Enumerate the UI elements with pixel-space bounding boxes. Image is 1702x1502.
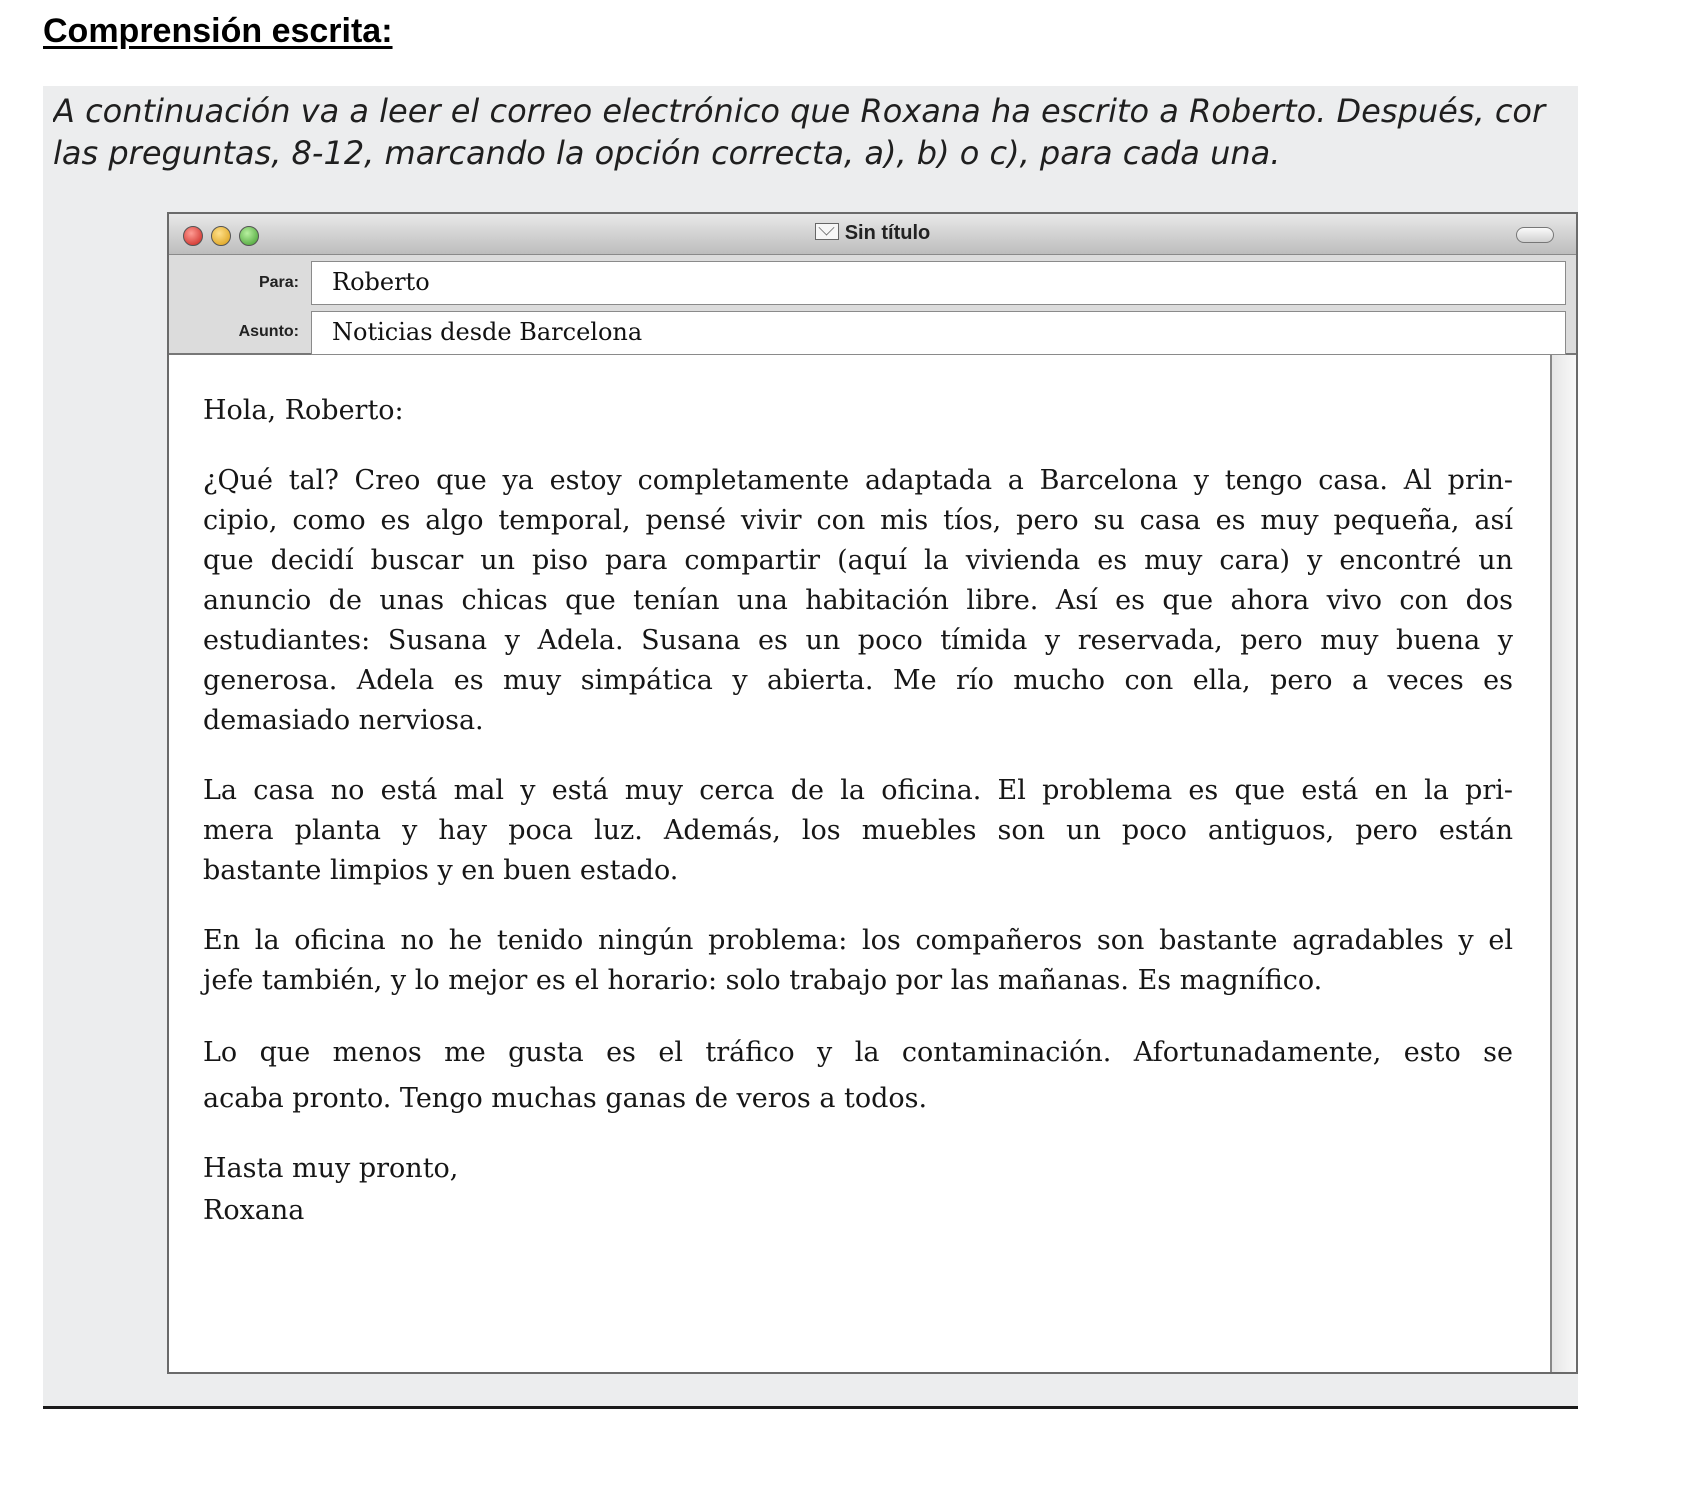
signature-line: Roxana [203,1195,305,1226]
instructions [53,90,1578,174]
bottom-rule [43,1406,1578,1409]
body-line: bastante limpios y en buen estado. [203,855,679,886]
body-line: La casa no está mal y está muy cerca de la oficina. El problema es que está en la pri- [203,775,1513,806]
body-line: ¿Qué tal? Creo que ya estoy completamente adaptada a Barcelona y tengo casa. Al prin- [203,465,1513,496]
page-heading: Comprensión escrita: [43,12,393,50]
body-line: En la oficina no he tenido ningún problema: los compañeros son bastante agradables y el [203,925,1513,956]
body-line: estudiantes: Susana y Adela. Susana es un poco tímida y reservada, pero muy buena y [203,625,1513,656]
email-header [169,255,1576,355]
window-title [169,222,1576,245]
window-titlebar [169,214,1576,255]
instructions-line: A continuación va a leer el correo electrónico que Roxana ha escrito a Roberto. Después, cor [53,92,1546,130]
envelope-icon [815,223,839,240]
toolbar-toggle-button[interactable] [1516,227,1554,243]
scanned-exercise [43,86,1578,1406]
window-title-text: Sin título [844,222,931,244]
vertical-scrollbar[interactable] [1552,355,1576,1372]
closing-line: Hasta muy pronto, [203,1153,459,1184]
body-line: demasiado nerviosa. [203,705,484,736]
to-field[interactable]: Roberto [311,261,1566,305]
body-line: Lo que menos me gusta es el tráfico y la contaminación. Afortunadamente, esto se [203,1037,1513,1068]
instructions-line: las preguntas, 8-12, marcando la opción correcta, a), b) o c), para cada una. [53,134,1281,172]
email-window [167,212,1578,1374]
body-line: anuncio de unas chicas que tenían una habitación libre. Así es que ahora vivo con dos [203,585,1513,616]
body-line: cipio, como es algo temporal, pensé vivir con mis tíos, pero su casa es muy pequeña, así [203,505,1513,536]
greeting-line: Hola, Roberto: [203,395,404,426]
body-line: que decidí buscar un piso para compartir (aquí la vivienda es muy cara) y encontré un [203,545,1513,576]
subject-field[interactable]: Noticias desde Barcelona [311,311,1566,355]
body-line: acaba pronto. Tengo muchas ganas de veros a todos. [203,1083,928,1114]
subject-label: Asunto: [238,323,299,340]
to-label: Para: [258,274,299,291]
body-line: jefe también, y lo mejor es el horario: solo trabajo por las mañanas. Es magnífico. [203,965,1323,996]
email-body[interactable] [169,355,1552,1372]
body-line: mera planta y hay poca luz. Además, los muebles son un poco antiguos, pero están [203,815,1513,846]
body-line: generosa. Adela es muy simpática y abierta. Me río mucho con ella, pero a veces es [203,665,1513,696]
